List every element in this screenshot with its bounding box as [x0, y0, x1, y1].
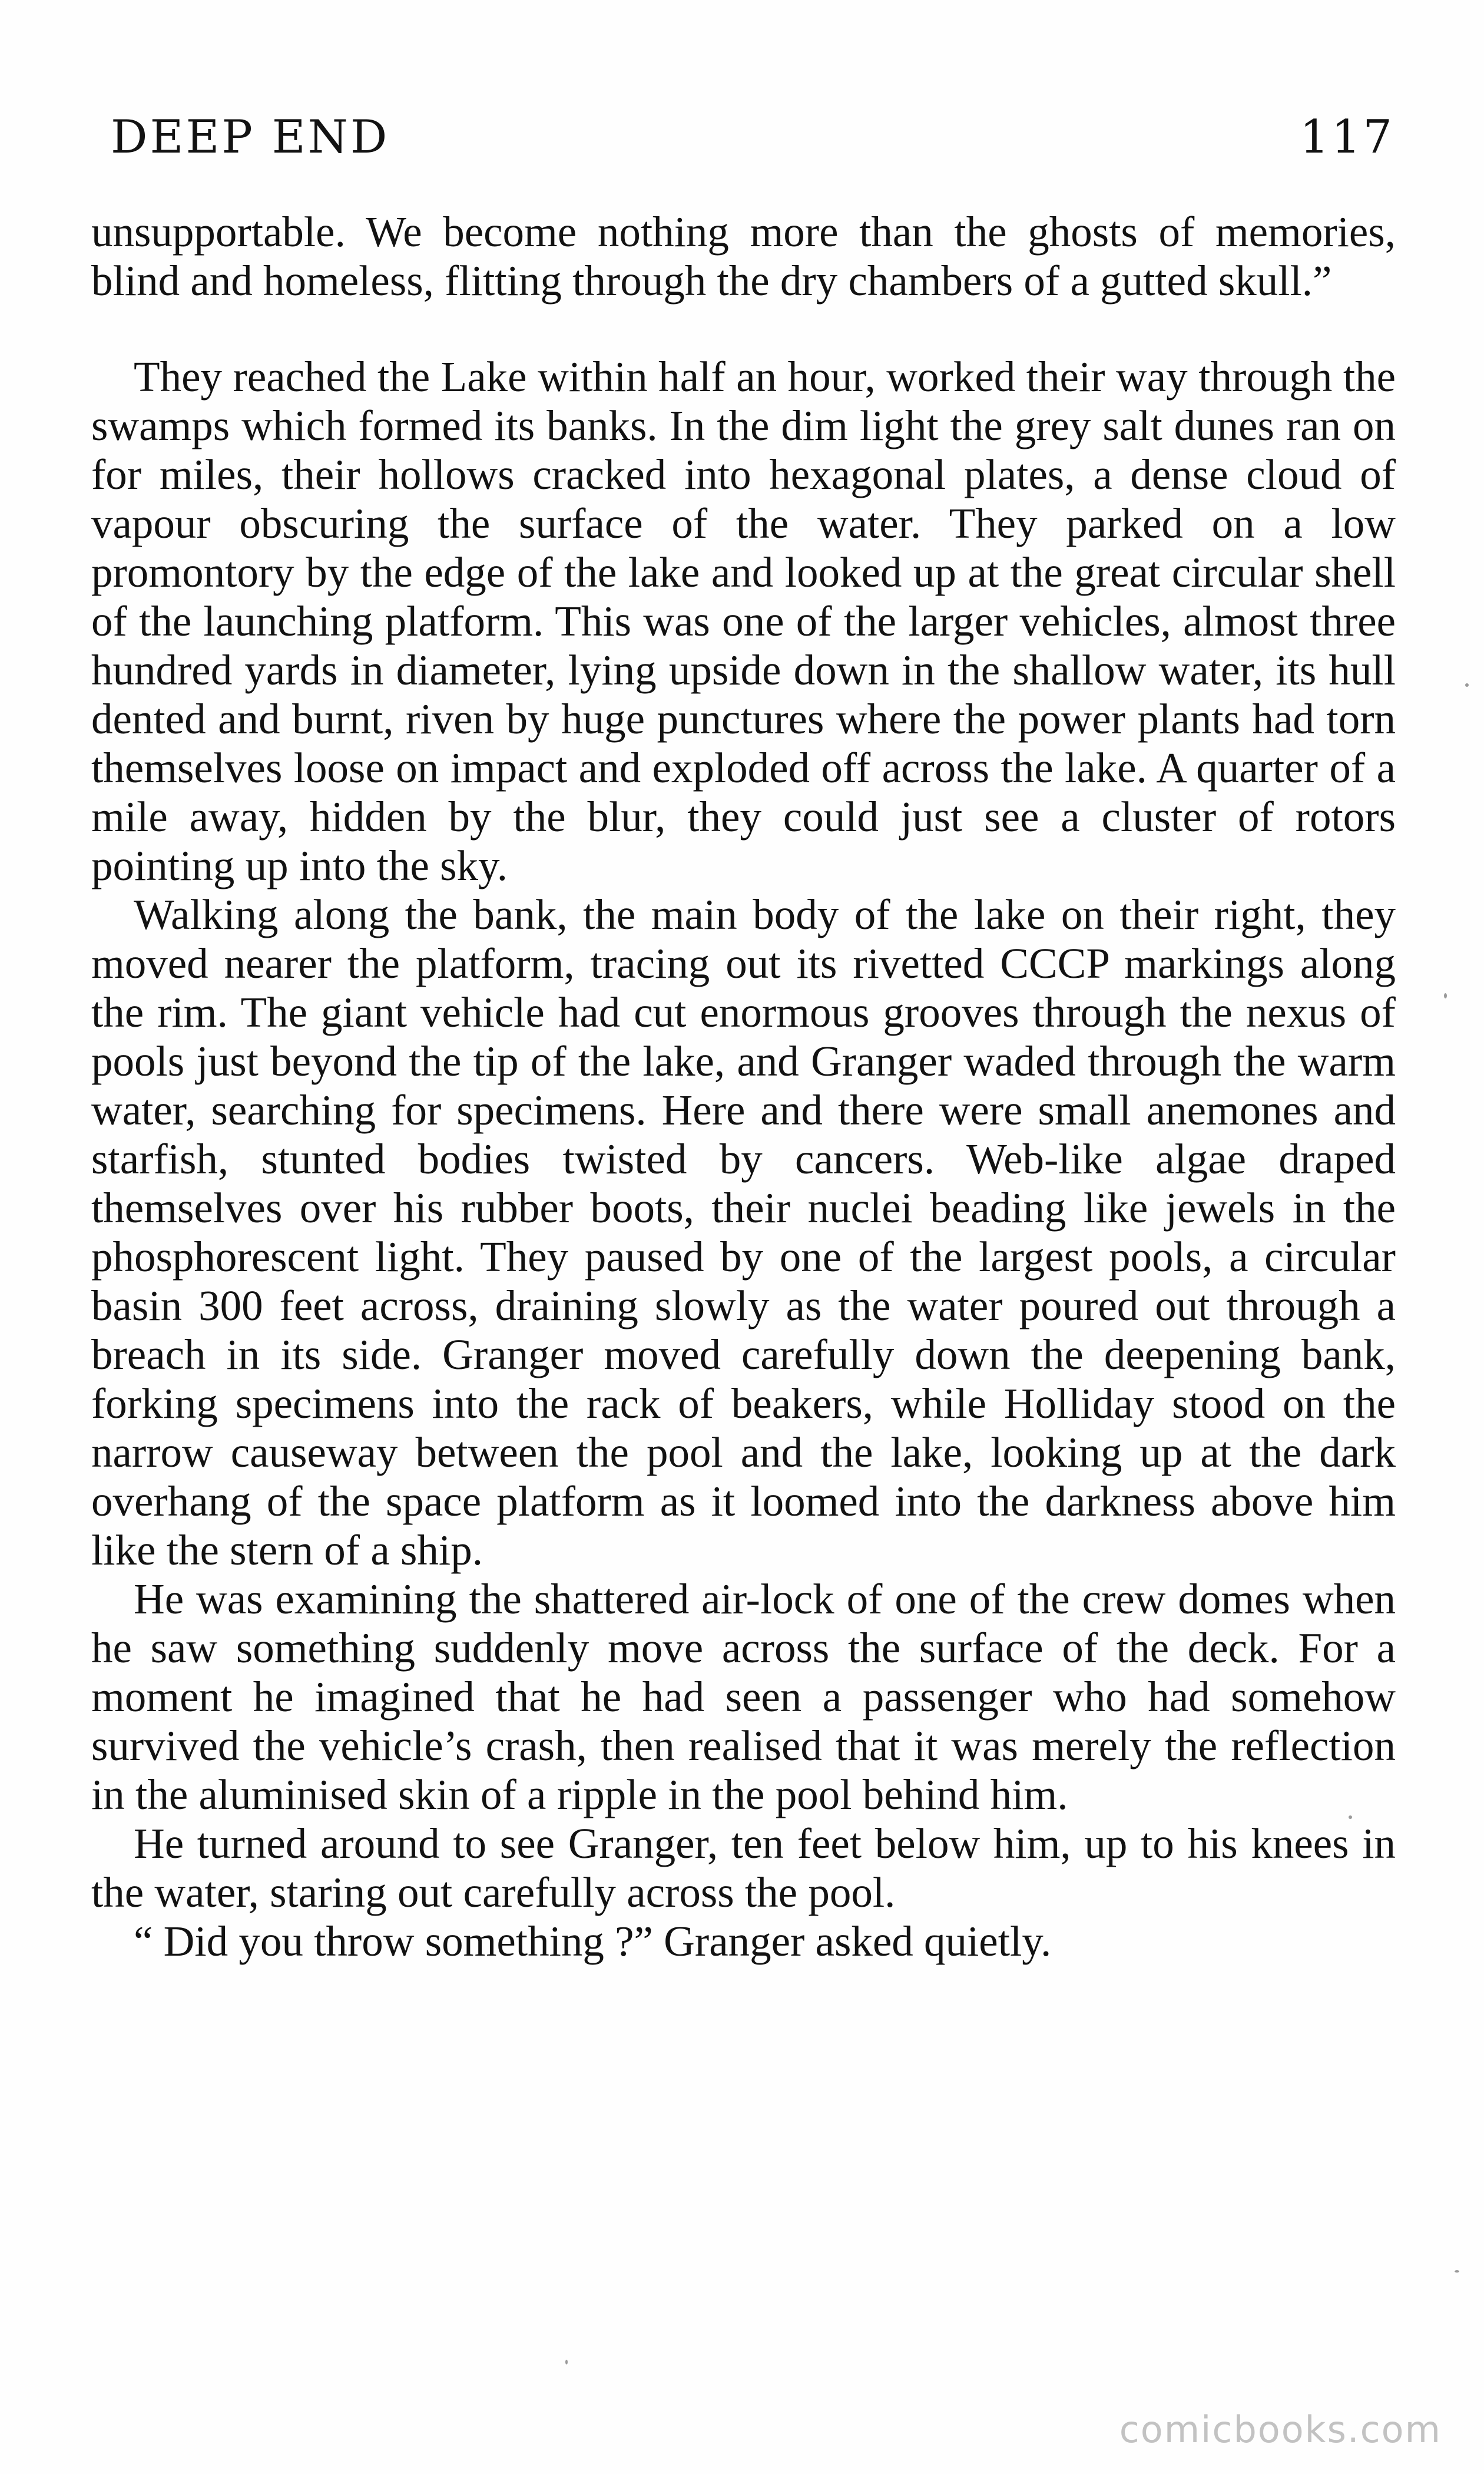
page-number: 117 [1300, 111, 1394, 164]
running-head [111, 105, 1394, 170]
scan-speck [1465, 683, 1469, 687]
body-text [91, 207, 1396, 1966]
paragraph: Walking along the bank, the main body of the lake on their right, they moved nearer the platform, tracing out its rivetted CCCP markings along the rim. The giant vehicle had cut enormous grooves through the nexus of pools just beyond the tip of the lake, and Granger waded through the warm water, searching for specimens. Here and there were small anemones and starfish, stunted bodies twisted by cancers. Web-like algae draped themselves over his rubber boots, their nuclei beading like jewels in the phosphorescent light. They paused by one of the largest pools, a circular basin 300 feet across, draining slowly as the water poured out through a breach in its side. Granger moved carefully down the deepening bank, forking specimens into the rack of beakers, while Holliday stood on the narrow causeway between the pool and the lake, looking up at the dark overhang of the space platform as it loomed into the darkness above him like the stern of a ship. [91, 891, 1396, 1574]
scan-speck [1349, 1815, 1352, 1819]
running-title: DEEP END [111, 111, 390, 164]
paragraph-dialogue: “ Did you throw something ?” Granger asked quietly. [134, 1917, 1052, 1965]
section-break [91, 305, 1396, 352]
scan-speck [1444, 993, 1447, 998]
paragraph: They reached the Lake within half an hour, worked their way through the swamps which formed its banks. In the dim light the grey salt dunes ran on for miles, their hollows cracked into hexagonal plates, a dense cloud of vapour obscuring the surface of the water. They parked on a low promontory by the edge of the lake and looked up at the great circular shell of the launching platform. This was one of the larger vehicles, almost three hundred yards in diameter, lying upside down in the shallow water, its hull dented and burnt, riven by huge punctures where the power plants had torn themselves loose on impact and exploded off across the lake. A quarter of a mile away, hidden by the blur, they could just see a cluster of rotors pointing up into the sky. [91, 353, 1396, 889]
paragraph: He turned around to see Granger, ten feet below him, up to his knees in the water, staring out carefully across the pool. [91, 1820, 1396, 1916]
paragraph: He was examining the shattered air-lock of one of the crew domes when he saw something suddenly move across the surface of the deck. For a moment he imagined that he had seen a passenger who had somehow survived the vehicle’s crash, then realised that it was merely the reflection in the aluminised skin of a ripple in the pool behind him. [91, 1575, 1396, 1818]
scan-speck [565, 2360, 568, 2364]
paragraph-continuation: unsupportable. We become nothing more than the ghosts of memories, blind and homeless, flitting through the dry chambers of a gutted skull.” [91, 208, 1396, 305]
watermark: comicbooks.com [1119, 2408, 1442, 2451]
scan-speck [1455, 2270, 1459, 2273]
